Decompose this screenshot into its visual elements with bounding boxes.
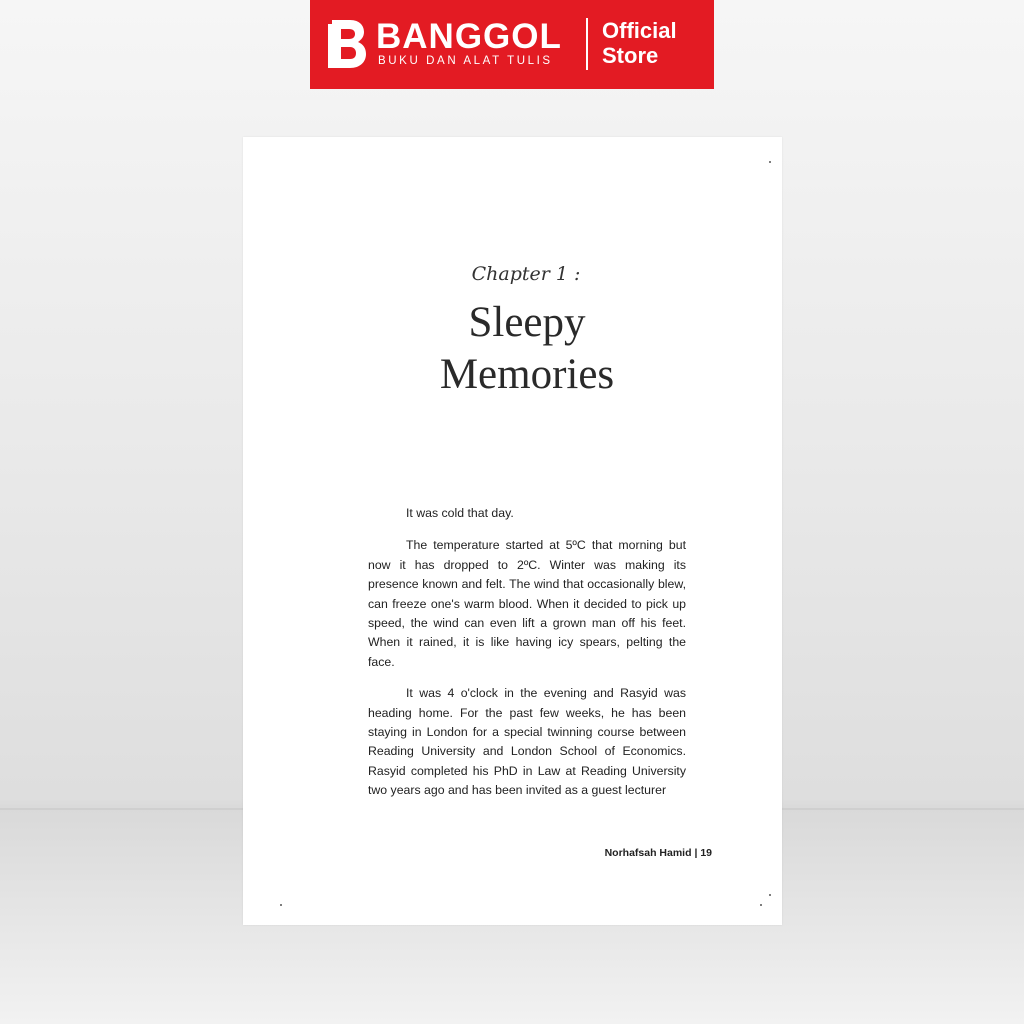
page-speck [760, 904, 762, 906]
official-label: Official [602, 18, 677, 43]
official-store-badge [602, 18, 712, 68]
body-paragraph: It was cold that day. [406, 506, 514, 520]
store-banner [310, 0, 714, 89]
page-speck [769, 894, 771, 896]
brand-name: BANGGOL [376, 17, 562, 56]
chapter-label: Chapter 1 : [471, 263, 581, 285]
footer-separator: | [694, 847, 698, 859]
page-footer [605, 847, 712, 859]
chapter-body [368, 504, 686, 813]
chapter-title-line: Memories [439, 351, 615, 398]
chapter-title-line: Sleepy [468, 299, 586, 346]
page-number: 19 [700, 847, 712, 859]
book-page [243, 137, 782, 925]
footer-author: Norhafsah Hamid [604, 847, 692, 859]
banner-divider [586, 18, 588, 70]
banggol-logo-icon [328, 16, 368, 72]
store-label: Store [602, 43, 659, 68]
chapter-title [243, 297, 811, 401]
body-paragraph: The temperature started at 5ºC that morning but now it has dropped to 2ºC. Winter was making its presence known and felt. The wind that occasionally blew, can freeze one's warm blood. When it decided to pick up speed, the wind can even lift a grown man off his feet. When it rained, it is like having icy spears, pelting the face. [368, 538, 686, 669]
body-paragraph: It was 4 o'clock in the evening and Rasyid was heading home. For the past few weeks, he has been staying in London for a special twinning course between Reading University and London School of Economics. Rasyid completed his PhD in Law at Reading University two years ago and has been invited as a guest lecturer [368, 686, 686, 798]
page-speck [769, 161, 771, 163]
page-speck [280, 904, 282, 906]
brand-tagline: BUKU DAN ALAT TULIS [378, 55, 553, 67]
